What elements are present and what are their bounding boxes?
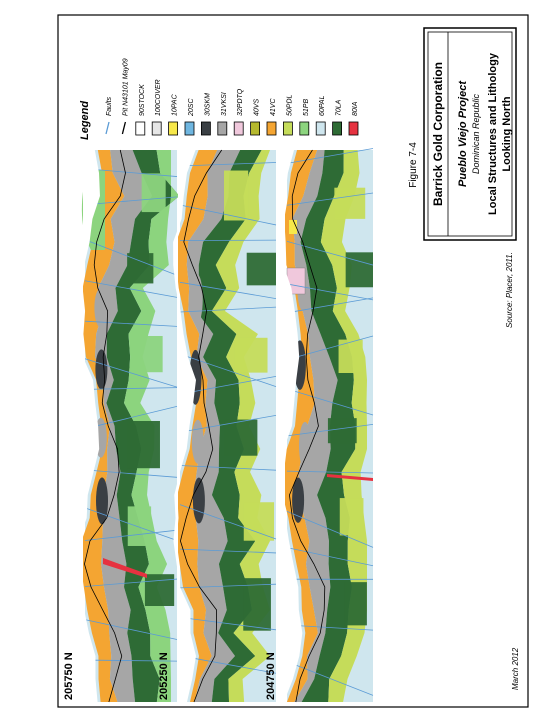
- legend: [79, 58, 359, 140]
- legend-color-swatch: [349, 122, 358, 135]
- legend-item: [300, 99, 310, 135]
- title-block: [424, 28, 516, 240]
- legend-title: Legend: [79, 100, 91, 140]
- legend-color-swatch: [267, 122, 276, 135]
- legend-item-label: 32PDTQ: [237, 88, 245, 116]
- lithology-lens: [191, 274, 203, 325]
- date-label: March 2012: [511, 647, 520, 690]
- company-name: Barrick Gold Corporation: [431, 61, 445, 207]
- legend-item: [122, 58, 129, 134]
- cross-sections: [63, 148, 373, 702]
- lithology-block: [127, 421, 160, 468]
- lithology-lens: [96, 477, 108, 524]
- section-label: 204750 N: [265, 652, 277, 700]
- lithology-block: [328, 418, 357, 443]
- lithology-block: [128, 506, 151, 546]
- lithology-block: [225, 420, 257, 456]
- legend-color-swatch: [300, 122, 309, 135]
- legend-item-label: 80IA: [352, 101, 359, 116]
- legend-color-swatch: [152, 122, 161, 135]
- lithology-block: [224, 171, 248, 221]
- legend-item-label: Pit N43101 May09: [122, 58, 130, 116]
- legend-item-label: 41VC: [270, 98, 277, 116]
- lithology-block: [340, 498, 364, 535]
- source-note: Source: Placer, 2011.: [505, 252, 514, 328]
- lithology-block: [344, 582, 367, 625]
- figure-title-line2: Looking North: [501, 96, 513, 172]
- legend-item-label: 70LA: [335, 99, 343, 116]
- legend-item: [349, 101, 359, 135]
- legend-line-swatch: [106, 122, 109, 134]
- legend-item: [152, 79, 162, 135]
- legend-line-swatch: [122, 122, 125, 134]
- legend-color-swatch: [136, 122, 145, 135]
- legend-item-label: Faults: [106, 96, 113, 116]
- legend-item-label: 31VKSI: [220, 92, 228, 116]
- legend-color-swatch: [218, 122, 227, 135]
- section-label: 205250 N: [158, 652, 170, 700]
- legend-color-swatch: [316, 122, 325, 135]
- legend-item: [136, 84, 146, 135]
- section-panel: [265, 148, 373, 702]
- country-name: Dominican Republic: [471, 93, 481, 175]
- project-name: Pueblo Viejo Project: [457, 81, 469, 187]
- legend-item-label: 30SKM: [204, 93, 212, 116]
- lithology-block: [145, 574, 174, 606]
- lithology-block: [243, 578, 271, 631]
- legend-item: [251, 99, 261, 135]
- legend-item: [201, 93, 211, 135]
- section-label: 205750 N: [63, 652, 75, 700]
- legend-item: [185, 98, 195, 135]
- legend-color-swatch: [283, 122, 292, 135]
- legend-item: [283, 94, 293, 135]
- lithology-block: [346, 252, 373, 287]
- legend-item: [218, 92, 228, 135]
- legend-item-label: 20SC: [188, 98, 195, 116]
- legend-item: [106, 96, 113, 134]
- lithology-block: [135, 336, 162, 372]
- legend-item-label: 50PDL: [286, 94, 294, 116]
- legend-item: [316, 95, 326, 135]
- lithology-block: [235, 338, 268, 373]
- legend-color-swatch: [185, 122, 194, 135]
- legend-item-label: 60PAL: [319, 95, 327, 116]
- legend-item-label: 51PB: [302, 98, 310, 116]
- lithology-block: [247, 253, 276, 286]
- legend-item-label: 90STOCK: [138, 84, 146, 116]
- legend-item: [169, 93, 179, 135]
- lithology-block: [244, 502, 274, 540]
- section-panel: [63, 150, 179, 702]
- legend-color-swatch: [333, 122, 342, 135]
- legend-color-swatch: [234, 122, 243, 135]
- legend-color-swatch: [169, 122, 178, 135]
- lithology-lens: [299, 422, 311, 470]
- legend-color-swatch: [251, 122, 260, 135]
- legend-item-label: 40VS: [253, 98, 261, 116]
- figure-title-line1: Local Structures and Lithology: [487, 53, 499, 215]
- lithology-lens: [192, 420, 204, 464]
- legend-item: [234, 88, 244, 135]
- legend-item-label: 100COVER: [155, 79, 163, 116]
- legend-color-swatch: [201, 122, 210, 135]
- legend-item: [333, 99, 343, 135]
- legend-item-label: 10PAC: [171, 94, 179, 116]
- lithology-block: [334, 188, 365, 219]
- figure-number: Figure 7-4: [408, 142, 419, 188]
- lithology-block: [142, 173, 166, 212]
- legend-item: [267, 98, 277, 135]
- lithology-lens: [95, 349, 107, 389]
